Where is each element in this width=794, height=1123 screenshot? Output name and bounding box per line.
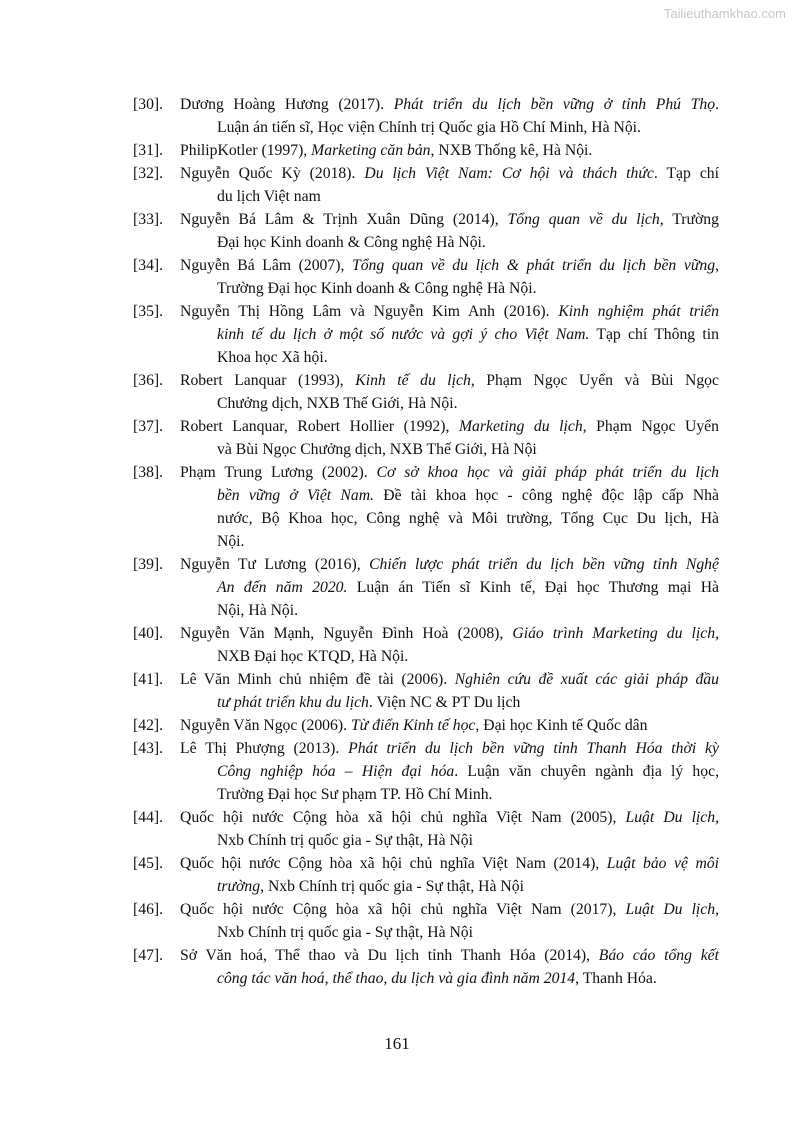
reference-line: [180, 622, 719, 645]
reference-title-segment: kinh tế du lịch ở một số nước và gợi ý cho Việt Nam.: [217, 326, 590, 343]
reference-title-segment: Luật Du lịch: [625, 809, 716, 826]
reference-title-segment: Marketing căn bản: [311, 142, 431, 159]
reference-line: [217, 576, 719, 599]
reference-text-segment: Nguyễn Quốc Kỳ (2018).: [180, 165, 365, 182]
reference-entry: [133, 461, 719, 553]
reference-text-segment: nước, Bộ Khoa học, Công nghệ và Môi trường, Tổng Cục Du lịch, Hà: [217, 510, 719, 527]
reference-line: [217, 921, 719, 944]
reference-number: [42].: [133, 717, 164, 734]
reference-text-segment: PhilipKotler (1997),: [180, 142, 312, 159]
reference-text-segment: Robert Lanquar (1993),: [180, 372, 356, 389]
reference-line: [180, 300, 719, 323]
reference-number: [47].: [133, 947, 164, 964]
reference-number: [46].: [133, 901, 164, 918]
reference-title-segment: Kinh tế du lịch: [355, 372, 471, 389]
reference-entry: [133, 369, 719, 415]
reference-text-segment: Lê Thị Phượng (2013).: [180, 740, 349, 757]
reference-text-segment: Lê Văn Minh chủ nhiệm đề tài (2006).: [180, 671, 455, 688]
reference-line: [180, 415, 719, 438]
reference-line: [180, 944, 719, 967]
page-number: 161: [384, 1034, 410, 1053]
reference-number: [36].: [133, 372, 164, 389]
reference-text-segment: Khoa học Xã hội.: [217, 349, 328, 366]
reference-text-segment: Tạp chí Thông tin: [589, 326, 719, 343]
reference-text-segment: Dương Hoàng Hương (2017).: [180, 96, 394, 113]
reference-title-segment: Phát triển du lịch bền vững ở tỉnh Phú Thọ: [393, 96, 716, 113]
reference-line: [217, 346, 719, 369]
reference-number: [37].: [133, 418, 164, 435]
reference-line: [180, 806, 719, 829]
reference-entry: [133, 139, 719, 162]
reference-entry: [133, 208, 719, 254]
reference-number: [41].: [133, 671, 164, 688]
reference-number: [31].: [133, 142, 164, 159]
reference-title-segment: trường: [217, 878, 261, 895]
reference-line: [180, 714, 719, 737]
reference-title-segment: Giáo trình Marketing du lịch: [512, 625, 716, 642]
reference-title-segment: Tổng quan về du lịch: [507, 211, 660, 228]
reference-line: [217, 438, 719, 461]
reference-number: [40].: [133, 625, 164, 642]
reference-title-segment: Nghiên cứu đề xuất các giải pháp đầu: [454, 671, 719, 688]
reference-number: [34].: [133, 257, 164, 274]
reference-text-segment: Nguyễn Văn Ngọc (2006).: [180, 717, 351, 734]
reference-title-segment: Chiến lược phát triển du lịch bền vững tỉnh Nghệ: [369, 556, 719, 573]
reference-text-segment: Luận án tiến sĩ, Học viện Chính trị Quốc gia Hồ Chí Minh, Hà Nội.: [217, 119, 641, 136]
reference-text-segment: Nội.: [217, 533, 245, 550]
reference-title-segment: Phát triển du lịch bền vững tỉnh Thanh Hóa thời kỳ: [348, 740, 719, 757]
reference-line: [217, 185, 719, 208]
reference-text-segment: Đại học Kinh doanh & Công nghệ Hà Nội.: [217, 234, 486, 251]
reference-text-segment: , NXB Thống kê, Hà Nội.: [430, 142, 593, 159]
reference-text-segment: Quốc hội nước Cộng hòa xã hội chủ nghĩa Việt Nam (2017),: [180, 901, 626, 918]
reference-number: [44].: [133, 809, 164, 826]
reference-line: [217, 760, 719, 783]
reference-line: [217, 484, 719, 507]
reference-number: [30].: [133, 96, 164, 113]
reference-entry: [133, 254, 719, 300]
reference-text-segment: Phạm Trung Lương (2002).: [180, 464, 377, 481]
reference-line: [217, 829, 719, 852]
reference-line: [180, 254, 719, 277]
reference-number: [33].: [133, 211, 164, 228]
reference-line: [180, 898, 719, 921]
reference-number: [39].: [133, 556, 164, 573]
reference-text-segment: , Trường: [659, 211, 719, 228]
reference-line: [180, 852, 719, 875]
reference-text-segment: . Tạp chí: [653, 165, 719, 182]
reference-entry: [133, 944, 719, 990]
reference-text-segment: Nguyễn Văn Mạnh, Nguyễn Đình Hoà (2008),: [180, 625, 513, 642]
reference-title-segment: Luật Du lịch: [625, 901, 716, 918]
reference-text-segment: ,: [715, 625, 719, 642]
reference-line: [180, 208, 719, 231]
reference-entry: [133, 300, 719, 369]
reference-title-segment: Cơ sở khoa học và giải pháp phát triển du lịch: [376, 464, 719, 481]
reference-line: [217, 783, 719, 806]
reference-entry: [133, 93, 719, 139]
reference-text-segment: , Nxb Chính trị quốc gia - Sự thật, Hà Nội: [260, 878, 524, 895]
watermark-text: Tailieuthamkhao.com: [663, 6, 786, 21]
reference-line: [180, 162, 719, 185]
reference-title-segment: bền vững ở Việt Nam.: [217, 487, 374, 504]
reference-text-segment: . Viện NC & PT Du lịch: [368, 694, 521, 711]
reference-number: [38].: [133, 464, 164, 481]
reference-entry: [133, 852, 719, 898]
reference-title-segment: Luật bảo vệ môi: [606, 855, 719, 872]
reference-line: [217, 967, 719, 990]
reference-line: [217, 645, 719, 668]
reference-title-segment: Marketing du lịch,: [458, 418, 587, 435]
reference-entry: [133, 553, 719, 622]
reference-line: [217, 599, 719, 622]
reference-line: [217, 875, 719, 898]
reference-text-segment: Đề tài khoa học - công nghệ độc lập cấp Nhà: [373, 487, 719, 504]
reference-number: [45].: [133, 855, 164, 872]
reference-title-segment: Du lịch Việt Nam: Cơ hội và thách thức: [364, 165, 654, 182]
reference-line: [217, 231, 719, 254]
reference-text-segment: Chưởng dịch, NXB Thế Giới, Hà Nội.: [217, 395, 458, 412]
reference-title-segment: Từ điển Kinh tế học: [350, 717, 476, 734]
reference-title-segment: Công nghiệp hóa – Hiện đại hóa: [217, 763, 455, 780]
reference-text-segment: du lịch Việt nam: [217, 188, 321, 205]
reference-title-segment: Kinh nghiệm phát triển: [558, 303, 719, 320]
reference-entry: [133, 668, 719, 714]
reference-text-segment: Nguyễn Thị Hồng Lâm và Nguyễn Kim Anh (2016).: [180, 303, 559, 320]
reference-line: [180, 93, 719, 116]
reference-title-segment: công tác văn hoá, thể thao, du lịch và gia đình năm 2014: [217, 970, 576, 987]
reference-title-segment: Báo cáo tổng kết: [598, 947, 719, 964]
reference-line: [217, 392, 719, 415]
reference-text-segment: ,: [715, 809, 720, 826]
reference-text-segment: Nguyễn Bá Lâm & Trịnh Xuân Dũng (2014),: [180, 211, 508, 228]
reference-line: [217, 277, 719, 300]
reference-title-segment: tư phát triển khu du lịch: [217, 694, 369, 711]
reference-text-segment: Quốc hội nước Cộng hòa xã hội chủ nghĩa Việt Nam (2005),: [180, 809, 626, 826]
reference-line: [217, 116, 719, 139]
reference-title-segment: An đến năm 2020.: [217, 579, 348, 596]
reference-text-segment: Nxb Chính trị quốc gia - Sự thật, Hà Nội: [217, 924, 473, 941]
reference-text-segment: ,: [715, 257, 719, 274]
reference-text-segment: Nguyễn Tư Lương (2016),: [180, 556, 370, 573]
reference-number: [32].: [133, 165, 164, 182]
reference-entry: [133, 898, 719, 944]
reference-title-segment: Tổng quan về du lịch & phát triển du lịch bền vững: [351, 257, 716, 274]
reference-entry: [133, 415, 719, 461]
reference-text-segment: Nội, Hà Nội.: [217, 602, 299, 619]
reference-text-segment: , Phạm Ngọc Uyển và Bùi Ngọc: [470, 372, 719, 389]
reference-text-segment: Sở Văn hoá, Thể thao và Du lịch tỉnh Thanh Hóa (2014),: [180, 947, 599, 964]
reference-line: [180, 461, 719, 484]
reference-text-segment: và Bùi Ngọc Chưởng dịch, NXB Thế Giới, Hà Nội: [217, 441, 537, 458]
reference-text-segment: Phạm Ngọc Uyển: [586, 418, 719, 435]
reference-text-segment: Nguyễn Bá Lâm (2007),: [180, 257, 352, 274]
reference-entry: [133, 622, 719, 668]
reference-line: [217, 323, 719, 346]
reference-text-segment: . Luận văn chuyên ngành địa lý học,: [454, 763, 719, 780]
reference-number: [43].: [133, 740, 164, 757]
reference-text-segment: , Đại học Kinh tế Quốc dân: [475, 717, 648, 734]
reference-text-segment: NXB Đại học KTQD, Hà Nội.: [217, 648, 409, 665]
reference-line: [217, 691, 719, 714]
reference-entry: [133, 806, 719, 852]
reference-text-segment: Trường Đại học Sư phạm TP. Hồ Chí Minh.: [217, 786, 493, 803]
reference-text-segment: .: [715, 96, 719, 113]
reference-number: [35].: [133, 303, 164, 320]
reference-text-segment: Trường Đại học Kinh doanh & Công nghệ Hà Nội.: [217, 280, 537, 297]
reference-text-segment: ,: [715, 901, 720, 918]
reference-line: [180, 139, 719, 162]
reference-text-segment: Robert Lanquar, Robert Hollier (1992),: [180, 418, 459, 435]
reference-line: [180, 369, 719, 392]
reference-line: [180, 668, 719, 691]
reference-line: [217, 507, 719, 530]
reference-entry: [133, 714, 719, 737]
reference-text-segment: Quốc hội nước Cộng hòa xã hội chủ nghĩa Việt Nam (2014),: [180, 855, 607, 872]
reference-line: [180, 553, 719, 576]
reference-line: [217, 530, 719, 553]
reference-list: [133, 93, 719, 990]
reference-text-segment: , Thanh Hóa.: [575, 970, 657, 987]
reference-text-segment: Luận án Tiến sĩ Kinh tế, Đại học Thương mại Hà: [347, 579, 720, 596]
reference-line: [180, 737, 719, 760]
reference-text-segment: Nxb Chính trị quốc gia - Sự thật, Hà Nội: [217, 832, 473, 849]
reference-entry: [133, 737, 719, 806]
reference-entry: [133, 162, 719, 208]
